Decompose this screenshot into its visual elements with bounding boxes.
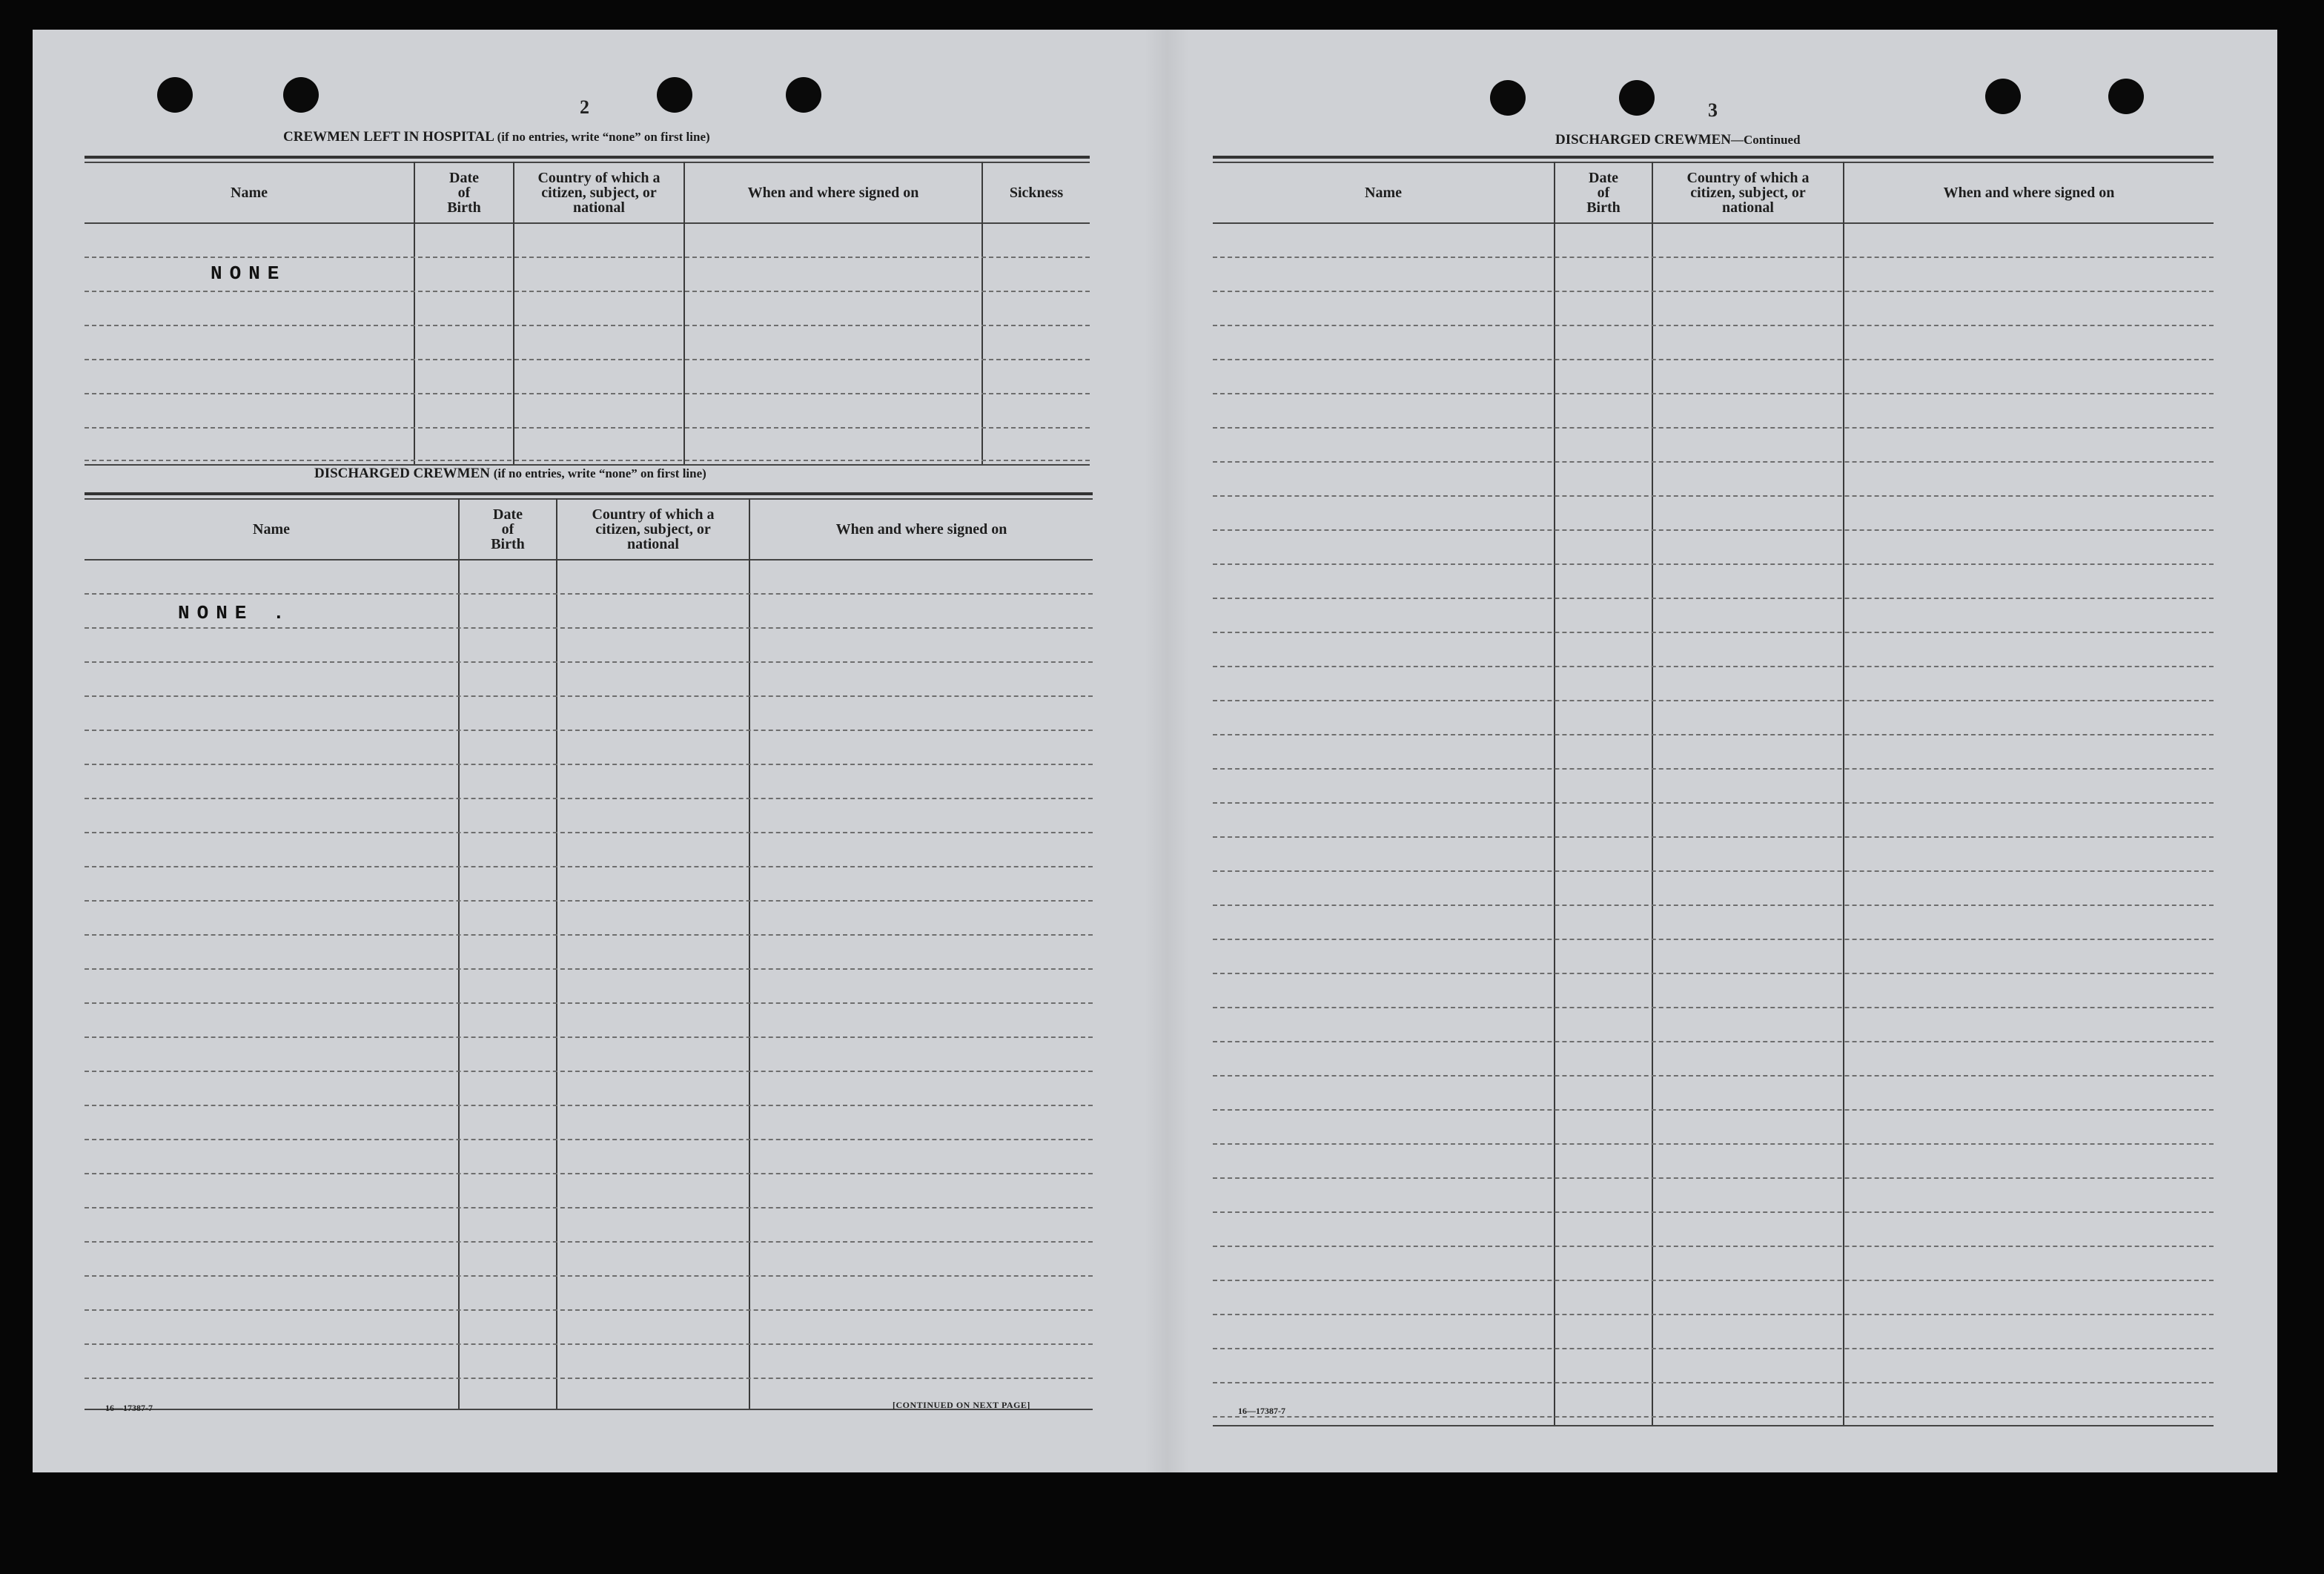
table-row <box>85 427 1090 429</box>
punch-hole <box>1490 80 1526 116</box>
continued-note: [CONTINUED ON NEXT PAGE] <box>893 1400 1030 1410</box>
table-row <box>85 460 1090 461</box>
punch-hole <box>1619 80 1655 116</box>
table-row <box>85 257 1090 258</box>
table-row <box>85 900 1093 902</box>
column-header-date-of-birth: Date of Birth <box>447 170 481 216</box>
document-sheet <box>33 30 2277 1472</box>
page-number: 2 <box>580 96 589 118</box>
table-row <box>1213 632 2214 633</box>
table-row <box>85 866 1093 867</box>
table-row <box>85 695 1093 697</box>
table-row <box>85 1241 1093 1243</box>
table-row <box>1213 393 2214 394</box>
column-header-name: Name <box>231 185 268 201</box>
column-header-sickness: Sickness <box>1009 185 1064 201</box>
table-row <box>1213 529 2214 531</box>
table-row <box>1213 700 2214 701</box>
table-row <box>85 1105 1093 1106</box>
column-header-date-of-birth: Date of Birth <box>491 506 525 552</box>
table-row <box>1213 1416 2214 1418</box>
table-row <box>1213 1177 2214 1179</box>
table-row <box>85 1309 1093 1311</box>
table-row <box>85 1275 1093 1277</box>
column-header-signed-on: When and where signed on <box>1943 185 2115 201</box>
table-row <box>1213 905 2214 906</box>
table-row <box>85 291 1090 292</box>
discharged-title-note: (if no entries, write “none” on first line) <box>493 466 706 480</box>
column-header-name: Name <box>253 521 290 538</box>
table-row <box>85 1036 1093 1038</box>
punch-hole <box>2108 79 2144 114</box>
hospital-title-main: CREWMEN LEFT IN HOSPITAL <box>283 129 494 145</box>
table-row <box>1213 1211 2214 1213</box>
column-header-country: Country of which a citizen, subject, or national <box>1686 170 1810 216</box>
punch-hole <box>786 77 821 113</box>
table-row <box>1213 495 2214 497</box>
discharged-continued-title-main: DISCHARGED CREWMEN <box>1555 132 1731 148</box>
table-row <box>1213 257 2214 258</box>
table-row <box>1213 1382 2214 1383</box>
table-row <box>1213 1314 2214 1315</box>
table-row <box>85 832 1093 833</box>
table-row <box>85 393 1090 394</box>
table-row <box>1213 802 2214 804</box>
table-row <box>85 764 1093 765</box>
table-row <box>1213 1007 2214 1008</box>
table-row <box>85 1343 1093 1345</box>
form-number: 16—17387-7 <box>105 1403 153 1413</box>
table-row <box>85 593 1093 595</box>
column-header-signed-on: When and where signed on <box>747 185 919 201</box>
punch-hole <box>1985 79 2021 114</box>
table-row <box>1213 325 2214 326</box>
table-row <box>85 798 1093 799</box>
table-row <box>85 1002 1093 1004</box>
table-row <box>1213 666 2214 667</box>
table-row <box>85 730 1093 731</box>
column-header-country: Country of which a citizen, subject, or national <box>537 170 661 216</box>
table-row <box>85 1139 1093 1140</box>
hospital-entry-none: NONE <box>211 262 287 285</box>
table-row <box>1213 1143 2214 1145</box>
table-row <box>1213 734 2214 735</box>
table-row <box>1213 870 2214 872</box>
table-row <box>85 934 1093 936</box>
column-header-signed-on: When and where signed on <box>835 521 1007 538</box>
page-number: 3 <box>1708 99 1718 121</box>
table-row <box>85 325 1090 326</box>
hospital-table <box>85 156 1090 470</box>
punch-hole <box>657 77 692 113</box>
table-row <box>1213 359 2214 360</box>
discharged-continued-table <box>1213 156 2214 1435</box>
table-row <box>1213 1109 2214 1111</box>
punch-hole <box>283 77 319 113</box>
table-row <box>1213 939 2214 940</box>
form-number: 16—17387-7 <box>1238 1406 1285 1416</box>
discharged-section-title <box>314 466 706 482</box>
table-row <box>85 627 1093 629</box>
discharged-continued-title <box>1555 132 1801 148</box>
hospital-section-title <box>283 129 710 145</box>
table-row <box>1213 563 2214 565</box>
table-row <box>85 968 1093 970</box>
table-row <box>85 1207 1093 1208</box>
table-row <box>1213 598 2214 599</box>
table-row <box>1213 461 2214 463</box>
page-fold <box>1145 30 1189 1472</box>
column-header-name: Name <box>1365 185 1402 201</box>
discharged-entry-none: NONE . <box>178 602 292 624</box>
table-row <box>1213 836 2214 838</box>
table-row <box>85 1173 1093 1174</box>
discharged-continued-title-note: —Continued <box>1731 133 1801 147</box>
table-row <box>1213 768 2214 770</box>
table-row <box>1213 1280 2214 1281</box>
column-header-country: Country of which a citizen, subject, or national <box>592 506 715 552</box>
table-row <box>85 359 1090 360</box>
table-row <box>1213 427 2214 429</box>
hospital-title-note: (if no entries, write “none” on first line) <box>497 130 710 144</box>
table-row <box>85 661 1093 663</box>
discharged-table <box>85 492 1093 1419</box>
table-row <box>1213 973 2214 974</box>
table-row <box>1213 1041 2214 1042</box>
table-row <box>85 1071 1093 1072</box>
table-row <box>1213 291 2214 292</box>
discharged-title-main: DISCHARGED CREWMEN <box>314 466 490 481</box>
table-row <box>1213 1075 2214 1077</box>
table-row <box>1213 1246 2214 1247</box>
table-row <box>85 1378 1093 1379</box>
column-header-date-of-birth: Date of Birth <box>1586 170 1620 216</box>
punch-hole <box>157 77 193 113</box>
table-row <box>1213 1348 2214 1349</box>
